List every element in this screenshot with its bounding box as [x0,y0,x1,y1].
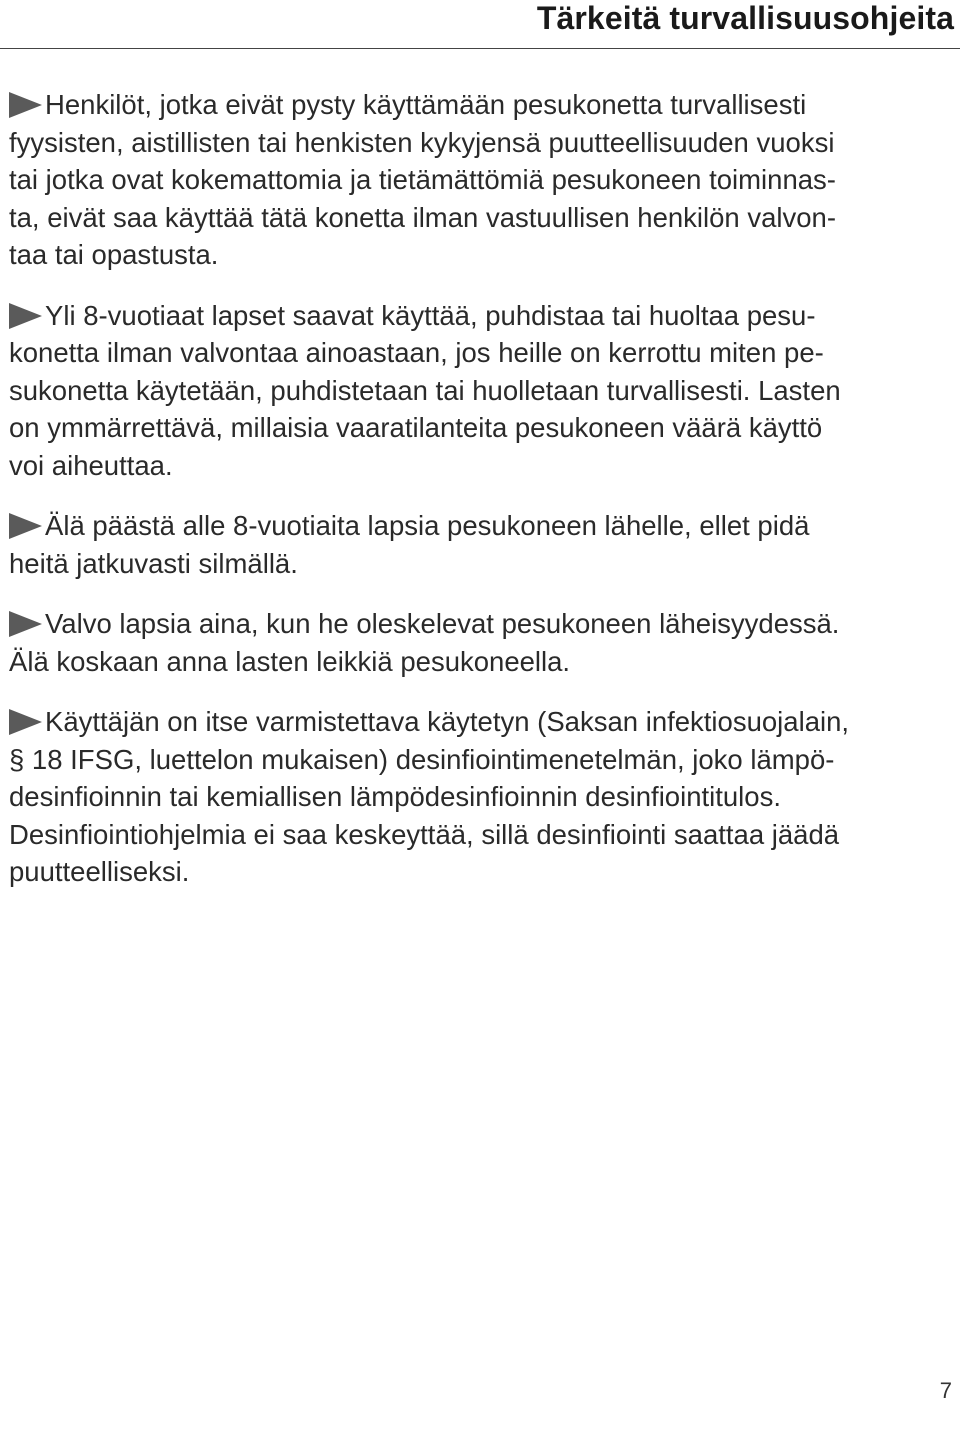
instruction-line: Henkilöt, jotka eivät pysty käyttämään pesukonetta turvallisesti [45,89,807,120]
instruction-line: taa tai opastusta. [9,239,219,270]
instruction-line: Desinfiointiohjelmia ei saa keskeyttää, sillä desinfiointi saattaa jäädä [9,818,840,850]
instruction-line: Käyttäjän on itse varmistettava käytetyn (Saksan infektiosuojalain, [45,706,850,737]
instruction-line: desinfioinnin tai kemiallisen lämpödesinfioinnin desinfiointitulos. [9,781,781,812]
instruction-item [9,703,949,891]
instruction-item [9,86,949,274]
instruction-line: konetta ilman valvontaa ainoastaan, jos heille on kerrottu miten pe- [9,337,824,368]
instruction-item [9,605,949,680]
instruction-line: ta, eivät saa käyttää tätä konetta ilman vastuullisen henkilön valvon- [9,201,837,233]
instruction-line: sukonetta käytetään, puhdistetaan tai huolletaan turvallisesti. Lasten [9,374,841,406]
page-header [0,0,960,49]
triangle-arrow-right-icon [9,86,45,124]
instruction-item [9,507,949,582]
triangle-arrow-right-icon [9,297,45,335]
instruction-line: on ymmärrettävä, millaisia vaaratilanteita pesukoneen väärä käyttö [9,412,823,443]
instruction-line: Valvo lapsia aina, kun he oleskelevat pesukoneen läheisyydessä. [45,608,840,639]
triangle-arrow-right-icon [9,605,45,643]
instructions-list [9,86,949,914]
triangle-arrow-right-icon [9,703,45,741]
triangle-arrow-right-icon [9,507,45,545]
page-number: 7 [939,1378,952,1403]
instruction-line: Älä päästä alle 8-vuotiaita lapsia pesukoneen lähelle, ellet pidä [45,510,810,541]
instruction-line: puutteelliseksi. [9,856,190,887]
instruction-line: fyysisten, aistillisten tai henkisten kykyjensä puutteellisuuden vuoksi [9,126,835,158]
instruction-line: tai jotka ovat kokemattomia ja tietämättömiä pesukoneen toiminnas- [9,164,836,195]
instruction-line: § 18 IFSG, luettelon mukaisen) desinfiointimenetelmän, joko lämpö- [9,743,835,775]
instruction-line: heitä jatkuvasti silmällä. [9,547,298,579]
page-title: Tärkeitä turvallisuusohjeita [536,0,954,36]
instruction-item [9,297,949,485]
instruction-line: Yli 8-vuotiaat lapset saavat käyttää, puhdistaa tai huoltaa pesu- [45,299,816,331]
instruction-line: voi aiheuttaa. [9,449,173,481]
instruction-line: Älä koskaan anna lasten leikkiä pesukoneella. [9,645,571,677]
